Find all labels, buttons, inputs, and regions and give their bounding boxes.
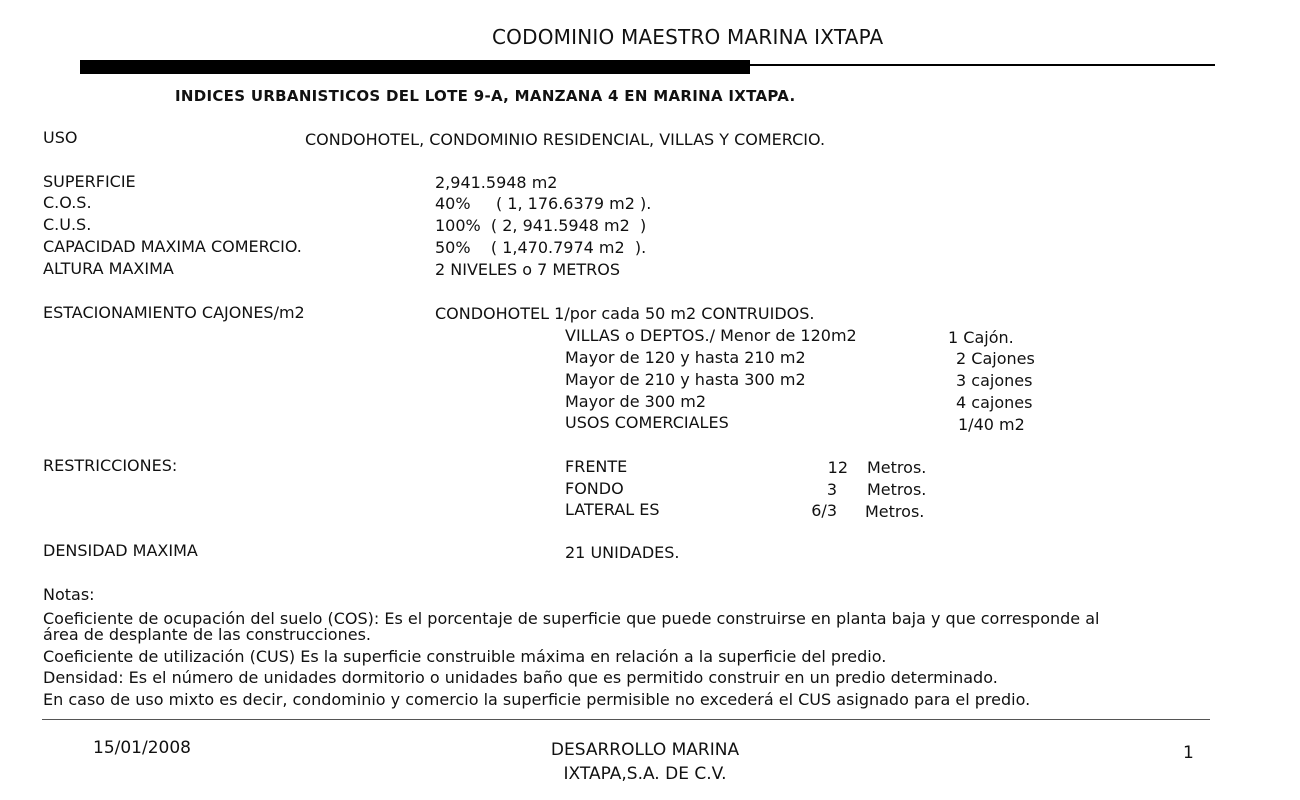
uso-value: CONDOHOTEL, CONDOMINIO RESIDENCIAL, VILLAS Y COMERCIO.	[305, 130, 826, 149]
nota-line: área de desplante de las construcciones.	[43, 625, 371, 644]
estacionamiento-row-desc: Mayor de 210 y hasta 300 m2	[565, 370, 806, 389]
estacionamiento-row-desc: USOS COMERCIALES	[565, 413, 729, 432]
footer-date: 15/01/2008	[93, 738, 191, 758]
estacionamiento-row-value: 1/40 m2	[958, 415, 1025, 434]
notas-title: Notas:	[43, 585, 95, 604]
cos-value: 40% ( 1, 176.6379 m2 ).	[435, 194, 652, 213]
footer-company-line2: IXTAPA,S.A. DE C.V.	[563, 764, 727, 784]
altura-maxima-value: 2 NIVELES o 7 METROS	[435, 260, 620, 279]
restricciones-label: RESTRICCIONES:	[43, 456, 178, 475]
capacidad-comercio-value: 50% ( 1,470.7974 m2 ).	[435, 238, 647, 257]
restriccion-num: 6/3	[811, 501, 837, 520]
altura-maxima-label: ALTURA MAXIMA	[43, 259, 174, 278]
densidad-value: 21 UNIDADES.	[565, 543, 680, 562]
estacionamiento-row-desc: Mayor de 300 m2	[565, 392, 707, 411]
restriccion-name: LATERAL ES	[565, 500, 660, 519]
restriccion-unit: Metros.	[867, 458, 927, 477]
densidad-label: DENSIDAD MAXIMA	[43, 541, 198, 560]
restriccion-num: 12	[827, 458, 848, 477]
footer-company-line1: DESARROLLO MARINA	[550, 740, 740, 760]
estacionamiento-row-value: 4 cajones	[956, 393, 1033, 412]
superficie-label: SUPERFICIE	[43, 172, 136, 191]
cus-value: 100% ( 2, 941.5948 m2 )	[435, 216, 647, 235]
restriccion-unit: Metros.	[867, 480, 927, 499]
page-number: 1	[1183, 743, 1194, 763]
estacionamiento-row-value: 1 Cajón.	[948, 328, 1014, 347]
nota-line: En caso de uso mixto es decir, condominio y comercio la superficie permisible no excederá el CUS asignado para el predio.	[43, 690, 1031, 709]
header-thick-rule	[80, 60, 750, 74]
capacidad-comercio-label: CAPACIDAD MAXIMA COMERCIO.	[43, 237, 302, 256]
nota-line: Densidad: Es el número de unidades dormitorio o unidades baño que es permitido construir en un predio determinado.	[43, 668, 998, 687]
cos-label: C.O.S.	[43, 193, 92, 212]
document-title: CODOMINIO MAESTRO MARINA IXTAPA	[492, 25, 884, 49]
estacionamiento-label: ESTACIONAMIENTO CAJONES/m2	[43, 303, 305, 322]
cus-label: C.U.S.	[43, 215, 92, 234]
restriccion-unit: Metros.	[865, 502, 925, 521]
estacionamiento-row-value: 2 Cajones	[956, 349, 1035, 368]
estacionamiento-row-desc: Mayor de 120 y hasta 210 m2	[565, 348, 806, 367]
document-subtitle: INDICES URBANISTICOS DEL LOTE 9-A, MANZANA 4 EN MARINA IXTAPA.	[175, 87, 796, 105]
estacionamiento-row-value: 3 cajones	[956, 371, 1033, 390]
nota-line: Coeficiente de ocupación del suelo (COS): Es el porcentaje de superficie que puede construirse en planta baja y que corresponde al	[43, 609, 1100, 628]
estacionamiento-row-desc: VILLAS o DEPTOS./ Menor de 120m2	[565, 326, 857, 345]
estacionamiento-intro: CONDOHOTEL 1/por cada 50 m2 CONTRUIDOS.	[435, 304, 815, 323]
footer-divider	[42, 719, 1210, 720]
nota-line: Coeficiente de utilización (CUS) Es la superficie construible máxima en relación a la superficie del predio.	[43, 647, 887, 666]
restriccion-name: FONDO	[565, 479, 624, 498]
superficie-value: 2,941.5948 m2	[435, 173, 558, 192]
header-thin-rule	[750, 64, 1215, 66]
restriccion-name: FRENTE	[565, 457, 628, 476]
restriccion-num: 3	[826, 480, 837, 499]
uso-label: USO	[43, 128, 78, 147]
